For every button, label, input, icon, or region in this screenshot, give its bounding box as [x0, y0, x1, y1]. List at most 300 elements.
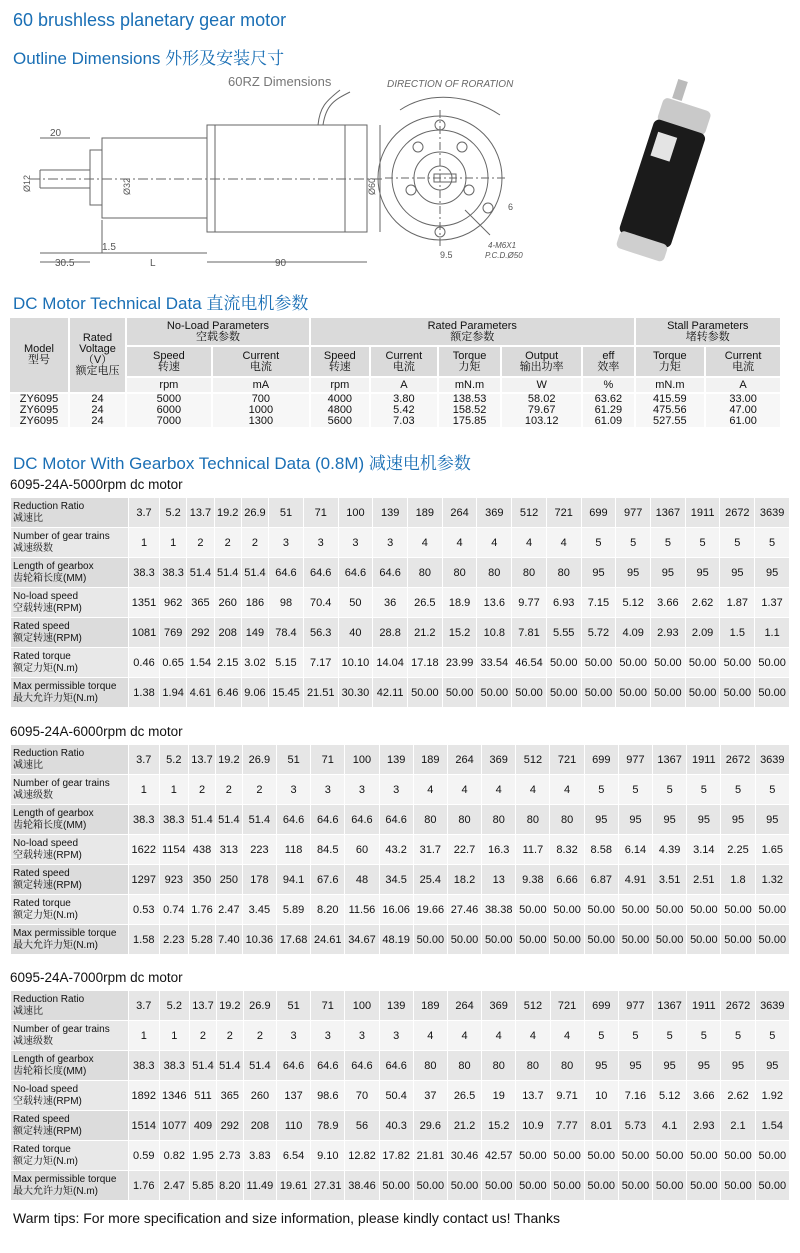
table-cell: 2.47: [215, 895, 242, 925]
table-cell: 15.2: [482, 1111, 516, 1141]
table-cell: 64.6: [379, 1051, 413, 1081]
table-cell: 512: [516, 991, 550, 1021]
table-row: [11, 1141, 790, 1171]
table-cell: 50.00: [755, 678, 790, 708]
table-cell: 962: [160, 588, 187, 618]
table-cell: 264: [442, 498, 477, 528]
table-cell: 7.15: [581, 588, 616, 618]
table-cell: 51.4: [187, 558, 214, 588]
table-cell: 27.46: [447, 895, 481, 925]
dim-30-5: 30.5: [55, 258, 75, 269]
table-cell: 50.00: [477, 678, 512, 708]
table-cell: 1.38: [129, 678, 160, 708]
table-cell: 0.46: [129, 648, 160, 678]
table-cell: 50.00: [584, 1141, 618, 1171]
table-cell: 27.31: [311, 1171, 345, 1201]
table-cell: 2672: [721, 991, 755, 1021]
table-cell: 1077: [159, 1111, 190, 1141]
row-label-cn: 减速级数: [13, 1035, 53, 1047]
table-cell: 1346: [159, 1081, 190, 1111]
table-cell: 8.58: [584, 835, 618, 865]
col-eff-cn: 效率: [597, 360, 620, 373]
table-cell: 3639: [755, 991, 789, 1021]
row-label-en: Max permissible torque: [13, 680, 117, 692]
table-cell: 67.6: [311, 865, 345, 895]
table-cell: 5000: [126, 393, 212, 405]
table-row: [11, 1171, 790, 1201]
table-cell: 51.4: [242, 805, 276, 835]
table-cell: 38.3: [129, 1051, 160, 1081]
table-cell: 923: [159, 865, 189, 895]
table-cell: 527.55: [635, 416, 706, 427]
table-cell: 11.56: [345, 895, 379, 925]
table-cell: 21.51: [303, 678, 338, 708]
table-cell: 47.00: [705, 405, 780, 416]
table-cell: 7.16: [618, 1081, 652, 1111]
table-cell: 1622: [129, 835, 160, 865]
group-rated-cn: 额定参数: [450, 330, 495, 343]
table-cell: 1.58: [129, 925, 160, 955]
table-cell: 6.93: [546, 588, 581, 618]
table-cell: 50.00: [482, 925, 516, 955]
table-cell: 8.32: [550, 835, 584, 865]
table-cell: 51.4: [214, 558, 241, 588]
col-eff: eff: [602, 349, 615, 362]
table-cell: 350: [189, 865, 216, 895]
row-label-cn: 减速级数: [13, 789, 53, 801]
table-cell: 103.12: [501, 416, 582, 427]
dim-L: L: [150, 258, 156, 269]
table-cell: 12.82: [345, 1141, 379, 1171]
table-cell: 95: [616, 558, 651, 588]
outline-drawing: [10, 70, 600, 275]
table-cell: 2.23: [159, 925, 189, 955]
table-cell: 5: [687, 775, 721, 805]
table-cell: 10: [584, 1081, 618, 1111]
col-current-cn: 电流: [249, 360, 272, 373]
table-cell: 6.54: [277, 1141, 311, 1171]
row-label-cn: 齿轮箱长度(MM): [13, 1065, 87, 1077]
table-cell: 80: [512, 558, 547, 588]
table-cell: 23.99: [442, 648, 477, 678]
table-cell: 50.00: [550, 1171, 584, 1201]
table-cell: 51.4: [189, 805, 216, 835]
table-cell: 50.00: [755, 895, 789, 925]
table-cell: 13.7: [187, 498, 214, 528]
table-cell: 4: [447, 775, 481, 805]
table-cell: 50.00: [584, 1171, 618, 1201]
table-cell: 50.00: [653, 895, 687, 925]
row-label-cn: 空载转速(RPM): [13, 1095, 82, 1107]
table-cell: 38.3: [129, 805, 160, 835]
table-row: [11, 648, 790, 678]
table-cell: 5.89: [276, 895, 310, 925]
col-model-cn: 型号: [28, 354, 50, 366]
table-cell: 28.8: [373, 618, 408, 648]
unit-cell: A: [705, 377, 780, 393]
table-cell: 699: [581, 498, 616, 528]
table-cell: 1.54: [187, 648, 214, 678]
table-cell: 189: [413, 991, 447, 1021]
table-cell: 24: [69, 416, 126, 427]
row-label: [11, 1021, 129, 1051]
table-cell: 64.6: [311, 805, 345, 835]
table-cell: 3.7: [129, 991, 160, 1021]
table-cell: 1: [159, 1021, 190, 1051]
table-cell: 1.76: [189, 895, 216, 925]
col-speed-cn: 转速: [328, 360, 351, 373]
table-cell: 51.4: [215, 805, 242, 835]
units-row: [10, 377, 780, 393]
table-cell: 15.45: [269, 678, 304, 708]
table-cell: 14.04: [373, 648, 408, 678]
table-cell: 2: [216, 1021, 243, 1051]
table-cell: 4: [413, 775, 447, 805]
table-cell: 2.09: [685, 618, 720, 648]
table-cell: 51: [276, 745, 310, 775]
table-cell: 292: [187, 618, 214, 648]
dc-motor-table: [10, 318, 780, 427]
table-cell: 0.59: [129, 1141, 160, 1171]
row-label: [11, 745, 129, 775]
table-cell: 80: [550, 1051, 584, 1081]
table-cell: 369: [477, 498, 512, 528]
table-cell: 1000: [212, 405, 310, 416]
table-cell: 50.00: [550, 925, 584, 955]
table-cell: 10.9: [516, 1111, 550, 1141]
table-cell: 10.8: [477, 618, 512, 648]
table-cell: 50.00: [546, 648, 581, 678]
table-cell: 48.19: [379, 925, 413, 955]
table-cell: 5: [721, 775, 755, 805]
col-current-cn: 电流: [732, 360, 755, 373]
table-cell: 7.77: [550, 1111, 584, 1141]
col-current: Current: [724, 349, 762, 362]
table-cell: 80: [546, 558, 581, 588]
table-cell: 61.00: [705, 416, 780, 427]
table-cell: 98.6: [311, 1081, 345, 1111]
col-speed-cn: 转速: [157, 360, 180, 373]
table-cell: 3: [379, 1021, 413, 1051]
table-cell: 50.00: [442, 678, 477, 708]
table-row: [11, 865, 790, 895]
gearbox-table: [10, 497, 790, 708]
table-cell: 10.36: [242, 925, 276, 955]
row-label: [11, 678, 129, 708]
table-cell: 3: [277, 1021, 311, 1051]
table-cell: 8.20: [216, 1171, 243, 1201]
row-label: [11, 865, 129, 895]
table-cell: 438: [189, 835, 216, 865]
table-cell: 5: [721, 1021, 755, 1051]
table-cell: 11.7: [516, 835, 550, 865]
table-cell: 1.65: [755, 835, 789, 865]
table-cell: 80: [477, 558, 512, 588]
table-cell: 175.85: [438, 416, 501, 427]
table-cell: 84.5: [311, 835, 345, 865]
table-cell: 1911: [687, 991, 721, 1021]
outline-title: Outline Dimensions 外形及安装尺寸: [13, 49, 285, 68]
table-cell: 50.00: [447, 1171, 481, 1201]
unit-cell: mN.m: [635, 377, 706, 393]
table-cell: 8.20: [311, 895, 345, 925]
table-cell: 50.00: [413, 925, 447, 955]
col-speed: Speed: [152, 349, 185, 362]
table-cell: 10.10: [338, 648, 373, 678]
row-label-en: Reduction Ratio: [13, 993, 85, 1005]
table-cell: 95: [651, 558, 686, 588]
table-cell: 51.4: [243, 1051, 276, 1081]
table-cell: 3.14: [687, 835, 721, 865]
table-cell: 0.65: [160, 648, 187, 678]
table-cell: 1: [129, 1021, 160, 1051]
table-cell: 51.4: [216, 1051, 243, 1081]
table-cell: 208: [214, 618, 241, 648]
table-cell: 4000: [310, 393, 370, 405]
table-cell: 50.00: [651, 648, 686, 678]
table-cell: 50.00: [721, 895, 755, 925]
direction-label: DIRECTION OF RORATION: [387, 79, 514, 90]
table-cell: 80: [447, 805, 481, 835]
row-label-cn: 最大允许力矩(N.m): [13, 692, 98, 704]
table-cell: 40.3: [379, 1111, 413, 1141]
table-cell: 50.00: [550, 895, 584, 925]
row-label-cn: 额定力矩(N.m): [13, 1155, 78, 1167]
table-cell: 2.25: [721, 835, 755, 865]
table-cell: 50.00: [755, 1141, 789, 1171]
table-cell: 189: [408, 498, 443, 528]
table-cell: 3: [276, 775, 310, 805]
table-cell: 19.61: [277, 1171, 311, 1201]
col-torque: Torque: [452, 349, 487, 362]
table-cell: 977: [618, 991, 652, 1021]
dim-holes: 4-M6X1: [488, 241, 517, 250]
col-output-cn: 输出功率: [519, 360, 564, 373]
table-cell: 0.53: [129, 895, 160, 925]
table-cell: 80: [447, 1051, 481, 1081]
table-cell: 1.95: [190, 1141, 217, 1171]
table-cell: 475.56: [635, 405, 706, 416]
table-cell: 30.30: [338, 678, 373, 708]
table-cell: 50.00: [720, 648, 755, 678]
table-cell: 95: [685, 558, 720, 588]
table-cell: 50.00: [581, 678, 616, 708]
table-cell: 158.52: [438, 405, 501, 416]
table-cell: 95: [653, 805, 687, 835]
table-cell: 50.00: [755, 648, 790, 678]
col-current: Current: [385, 349, 423, 362]
table-cell: 3.66: [687, 1081, 721, 1111]
col-voltage: Rated: [82, 332, 113, 344]
row-label-cn: 空载转速(RPM): [13, 849, 82, 861]
col-voltage-cn: 额定电压: [75, 365, 120, 377]
table-cell: 50.00: [516, 1171, 550, 1201]
table-cell: 95: [653, 1051, 687, 1081]
col-model: Model: [24, 343, 54, 355]
table-cell: 50.00: [408, 678, 443, 708]
table-cell: 3.51: [653, 865, 687, 895]
table-cell: 50.00: [584, 895, 618, 925]
table-cell: 699: [584, 991, 618, 1021]
dim-90: 90: [275, 258, 287, 269]
row-label: [11, 558, 129, 588]
table-row: [10, 416, 780, 427]
table-cell: 24: [69, 405, 126, 416]
dc-motor-title: DC Motor Technical Data 直流电机参数: [13, 294, 309, 313]
table-cell: 2.73: [216, 1141, 243, 1171]
table-cell: 1.87: [720, 588, 755, 618]
page-title: 60 brushless planetary gear motor: [13, 10, 287, 30]
table-cell: 4: [546, 528, 581, 558]
table-row: [11, 1051, 790, 1081]
table-cell: 5.85: [190, 1171, 217, 1201]
table-cell: 43.2: [379, 835, 413, 865]
table-cell: 7.81: [512, 618, 547, 648]
dim-9-5: 9.5: [440, 250, 453, 260]
table-cell: 2672: [721, 745, 755, 775]
table-cell: 2.93: [687, 1111, 721, 1141]
table-cell: 33.54: [477, 648, 512, 678]
gearbox-title: DC Motor With Gearbox Technical Data (0.8M) 减速电机参数: [13, 454, 471, 473]
row-label-cn: 最大允许力矩(N.m): [13, 1185, 98, 1197]
table-cell: 95: [618, 1051, 652, 1081]
table-cell: 139: [379, 745, 413, 775]
table-cell: 26.9: [242, 745, 276, 775]
col-voltage3: （V）: [82, 354, 113, 366]
table-cell: 24: [69, 393, 126, 405]
table-cell: 38.3: [129, 558, 160, 588]
table-cell: 50.00: [616, 678, 651, 708]
row-label-cn: 齿轮箱长度(MM): [13, 572, 87, 584]
table-row: [11, 835, 790, 865]
row-label-en: Reduction Ratio: [13, 747, 85, 759]
col-torque-cn: 力矩: [458, 360, 481, 373]
group-stall: Stall Parameters: [667, 319, 749, 332]
table-cell: 16.3: [482, 835, 516, 865]
table-cell: 3: [311, 775, 345, 805]
table-cell: 34.67: [345, 925, 379, 955]
unit-cell: mN.m: [438, 377, 501, 393]
table-row: [11, 498, 790, 528]
row-label-cn: 空载转速(RPM): [13, 602, 82, 614]
table-row: [11, 805, 790, 835]
table-cell: 40: [338, 618, 373, 648]
col-current: Current: [242, 349, 280, 362]
table-cell: 1.37: [755, 588, 790, 618]
table-cell: 19.2: [214, 498, 241, 528]
row-label-en: Number of gear trains: [13, 777, 110, 789]
table-cell: 260: [214, 588, 241, 618]
table-cell: 1081: [129, 618, 160, 648]
table-cell: 51: [269, 498, 304, 528]
table-cell: 511: [190, 1081, 217, 1111]
gearbox-table-title: 6095-24A-7000rpm dc motor: [10, 970, 183, 985]
row-label-cn: 额定力矩(N.m): [13, 662, 78, 674]
table-cell: 186: [241, 588, 268, 618]
table-cell: 50.00: [687, 895, 721, 925]
dim-1-5: 1.5: [102, 242, 116, 253]
table-cell: 8.01: [584, 1111, 618, 1141]
unit-cell: rpm: [310, 377, 370, 393]
table-cell: 50.00: [618, 895, 652, 925]
table-cell: 6.46: [214, 678, 241, 708]
table-cell: 95: [581, 558, 616, 588]
row-label: [11, 925, 129, 955]
table-cell: 21.81: [413, 1141, 447, 1171]
table-cell: 4: [477, 528, 512, 558]
row-label-en: Max permissible torque: [13, 927, 117, 939]
table-cell: 2.1: [721, 1111, 755, 1141]
table-cell: 3639: [755, 498, 790, 528]
table-cell: 50.00: [581, 648, 616, 678]
table-cell: 5: [755, 775, 789, 805]
row-label-cn: 额定转速(RPM): [13, 632, 82, 644]
table-cell: 1.94: [160, 678, 187, 708]
table-cell: 95: [687, 1051, 721, 1081]
dim-gear-dia: Ø32: [122, 177, 132, 195]
group-stall-cn: 堵转参数: [685, 330, 730, 343]
table-cell: 260: [243, 1081, 276, 1111]
table-cell: 369: [482, 991, 516, 1021]
table-cell: 5.2: [159, 745, 189, 775]
row-label-en: Length of gearbox: [13, 560, 94, 572]
row-label: [11, 618, 129, 648]
table-cell: 292: [216, 1111, 243, 1141]
table-cell: 17.18: [408, 648, 443, 678]
table-cell: 37: [413, 1081, 447, 1111]
table-cell: 19: [482, 1081, 516, 1111]
row-label-en: No-load speed: [13, 1083, 79, 1095]
table-cell: 50.00: [721, 1141, 755, 1171]
table-cell: 34.5: [379, 865, 413, 895]
table-cell: 51.4: [241, 558, 268, 588]
table-cell: 2: [241, 528, 268, 558]
table-cell: 3.7: [129, 498, 160, 528]
table-cell: 4: [447, 1021, 481, 1051]
table-cell: 30.46: [447, 1141, 481, 1171]
table-cell: 313: [215, 835, 242, 865]
table-cell: 71: [311, 745, 345, 775]
table-cell: 0.82: [159, 1141, 190, 1171]
table-cell: 1.32: [755, 865, 789, 895]
table-cell: 5: [755, 1021, 789, 1051]
table-cell: 50.00: [482, 1171, 516, 1201]
table-cell: 3.83: [243, 1141, 276, 1171]
col-torque: Torque: [653, 349, 687, 362]
table-cell: 4: [550, 1021, 584, 1051]
table-cell: 369: [482, 745, 516, 775]
table-cell: ZY6095: [10, 405, 69, 416]
warm-tips: Warm tips: For more specification and size information, please kindly contact us! Thanks: [13, 1210, 561, 1226]
table-cell: 48: [345, 865, 379, 895]
table-cell: 2.51: [687, 865, 721, 895]
table-cell: 264: [447, 991, 481, 1021]
table-row: [11, 678, 790, 708]
table-cell: 5: [616, 528, 651, 558]
table-cell: 5.42: [370, 405, 438, 416]
table-cell: 1514: [129, 1111, 160, 1141]
table-cell: 4: [512, 528, 547, 558]
table-cell: 24.61: [311, 925, 345, 955]
table-cell: 80: [413, 805, 447, 835]
table-cell: 64.6: [373, 558, 408, 588]
dim-shaft-len: 20: [50, 128, 62, 139]
group-noload-cn: 空载参数: [195, 330, 240, 343]
gearbox-table: [10, 990, 790, 1201]
table-cell: 137: [277, 1081, 311, 1111]
table-cell: 95: [618, 805, 652, 835]
table-cell: 1367: [651, 498, 686, 528]
